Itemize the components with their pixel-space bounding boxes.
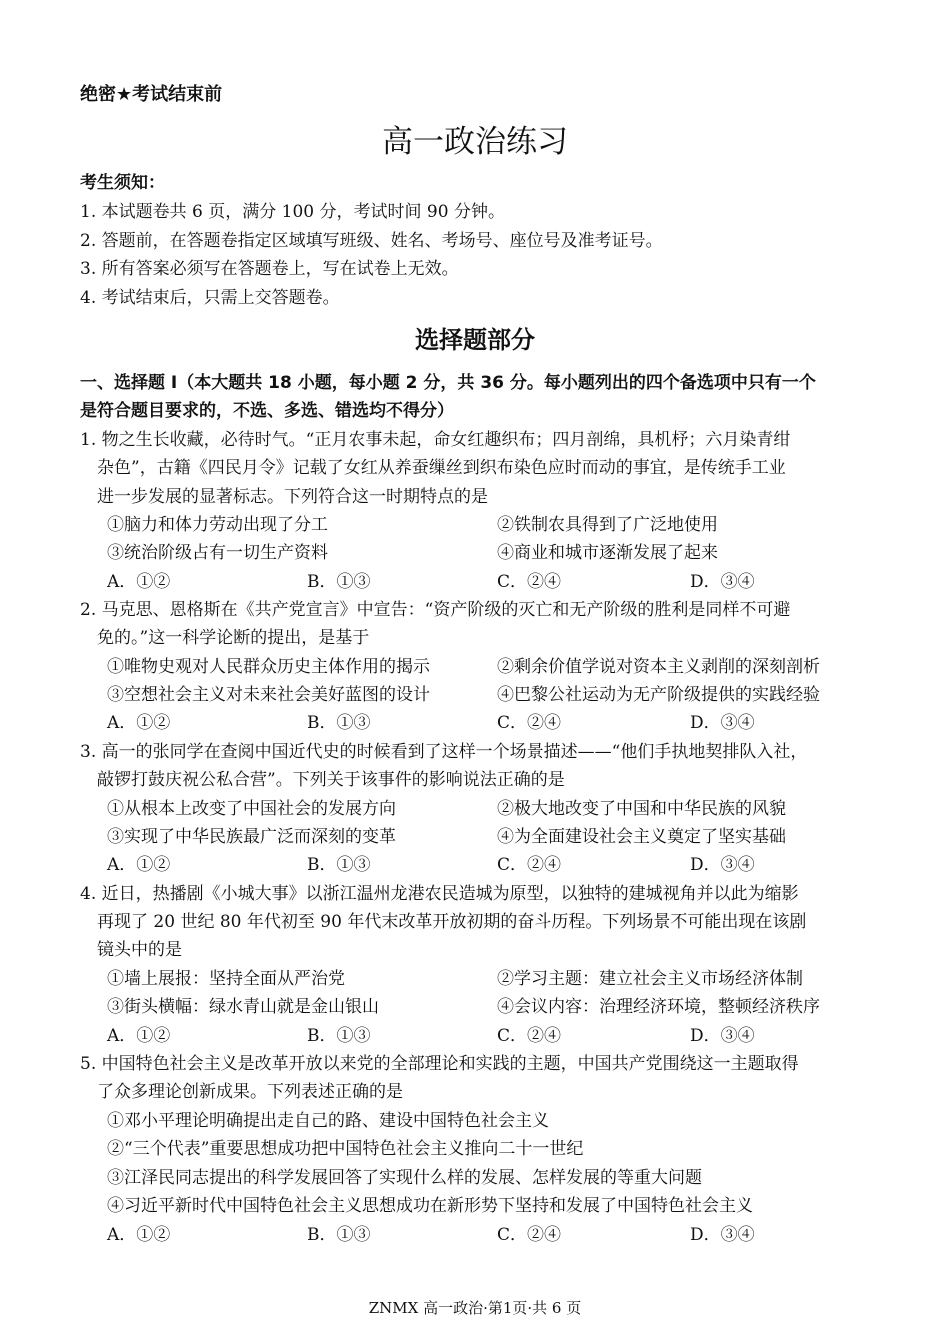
answer-choice-b: B．①③ [307, 572, 371, 592]
question-stem-line: 进一步发展的显著标志。下列符合这一时期特点的是 [97, 487, 488, 507]
notice-item: 1. 本试题卷共 6 页，满分 100 分，考试时间 90 分钟。 [80, 202, 505, 222]
notice-item: 3. 所有答案必须写在答题卷上，写在试卷上无效。 [80, 259, 459, 279]
answer-choice-c: C．②④ [497, 1026, 562, 1046]
notice-item: 4. 考试结束后，只需上交答题卷。 [80, 288, 340, 308]
page-footer: ZNMX 高一政治·第1页·共 6 页 [368, 1299, 582, 1317]
question-stem-line: 5. 中国特色社会主义是改革开放以来党的全部理论和实践的主题，中国共产党围绕这一主题取得 [80, 1054, 799, 1074]
statement-option: ①从根本上改变了中国社会的发展方向 [107, 799, 396, 819]
answer-choice-d: D．③④ [690, 572, 755, 592]
question-stem-line: 杂色”，古籍《四民月令》记载了女红从养蚕缫丝到织布染色应时而动的事宜，是传统手工业 [97, 458, 786, 478]
part-heading-line: 是符合题目要求的，不选、多选、错选均不得分） [80, 401, 454, 421]
answer-choice-d: D．③④ [690, 713, 755, 733]
statement-option: ③江泽民同志提出的科学发展回答了实现什么样的发展、怎样发展的等重大问题 [107, 1168, 702, 1188]
answer-choice-c: C．②④ [497, 1225, 562, 1245]
part-heading-line: 一、选择题 I（本大题共 18 小题，每小题 2 分，共 36 分。每小题列出的四个备选项中只有一个 [80, 373, 816, 393]
secret-mark: 绝密★考试结束前 [80, 84, 223, 105]
question-stem-line: 再现了 20 世纪 80 年代初至 90 年代末改革开放初期的奋斗历程。下列场景不可能出现在该剧 [97, 912, 807, 932]
statement-option: ④巴黎公社运动为无产阶级提供的实践经验 [497, 685, 820, 705]
answer-choice-d: D．③④ [690, 1026, 755, 1046]
statement-option: ④会议内容：治理经济环境，整顿经济秩序 [497, 997, 820, 1017]
question-stem-line: 镜头中的是 [97, 940, 182, 960]
statement-option: ①唯物史观对人民群众历史主体作用的揭示 [107, 657, 430, 677]
answer-choice-d: D．③④ [690, 1225, 755, 1245]
notice-item: 2. 答题前，在答题卷指定区域填写班级、姓名、考场号、座位号及准考证号。 [80, 231, 663, 251]
statement-option: ④为全面建设社会主义奠定了坚实基础 [497, 827, 786, 847]
answer-choice-b: B．①③ [307, 713, 371, 733]
statement-option: ②学习主题：建立社会主义市场经济体制 [497, 969, 803, 989]
statement-option: ②剩余价值学说对资本主义剥削的深刻剖析 [497, 657, 820, 677]
statement-option: ②极大地改变了中国和中华民族的风貌 [497, 799, 786, 819]
answer-choice-a: A．①② [107, 713, 171, 733]
statement-option: ①脑力和体力劳动出现了分工 [107, 515, 328, 535]
statement-option: ④商业和城市逐渐发展了起来 [497, 543, 718, 563]
question-stem-line: 3. 高一的张同学在查阅中国近代史的时候看到了这样一个场景描述——“他们手执地契排队入社， [80, 742, 808, 762]
answer-choice-b: B．①③ [307, 855, 371, 875]
section-title: 选择题部分 [415, 326, 535, 354]
statement-option: ②铁制农具得到了广泛地使用 [497, 515, 718, 535]
question-stem-line: 免的。”这一科学论断的提出，是基于 [97, 628, 370, 648]
question-stem-line: 1. 物之生长收藏，必待时气。“正月农事未起，命女红趣织布；四月剖绵，具机杼；六月染青绀 [80, 430, 791, 450]
answer-choice-c: C．②④ [497, 572, 562, 592]
page-title: 高一政治练习 [382, 124, 568, 160]
answer-choice-a: A．①② [107, 1225, 171, 1245]
statement-option: ③街头横幅：绿水青山就是金山银山 [107, 997, 379, 1017]
notice-heading: 考生须知： [80, 173, 165, 193]
statement-option: ③空想社会主义对未来社会美好蓝图的设计 [107, 685, 430, 705]
answer-choice-d: D．③④ [690, 855, 755, 875]
answer-choice-c: C．②④ [497, 855, 562, 875]
statement-option: ①邓小平理论明确提出走自己的路、建设中国特色社会主义 [107, 1111, 549, 1131]
question-stem-line: 敲锣打鼓庆祝公私合营”。下列关于该事件的影响说法正确的是 [97, 770, 565, 790]
answer-choice-a: A．①② [107, 855, 171, 875]
statement-option: ②“三个代表”重要思想成功把中国特色社会主义推向二十一世纪 [107, 1139, 584, 1159]
question-stem-line: 2. 马克思、恩格斯在《共产党宣言》中宣告：“资产阶级的灭亡和无产阶级的胜利是同样不可避 [80, 600, 791, 620]
question-stem-line: 4. 近日，热播剧《小城大事》以浙江温州龙港农民造城为原型，以独特的建城视角并以此为缩影 [80, 884, 799, 904]
answer-choice-b: B．①③ [307, 1225, 371, 1245]
statement-option: ③统治阶级占有一切生产资料 [107, 543, 328, 563]
answer-choice-c: C．②④ [497, 713, 562, 733]
answer-choice-b: B．①③ [307, 1026, 371, 1046]
statement-option: ①墙上展报：坚持全面从严治党 [107, 969, 345, 989]
statement-option: ③实现了中华民族最广泛而深刻的变革 [107, 827, 396, 847]
answer-choice-a: A．①② [107, 572, 171, 592]
answer-choice-a: A．①② [107, 1026, 171, 1046]
question-stem-line: 了众多理论创新成果。下列表述正确的是 [97, 1082, 403, 1102]
statement-option: ④习近平新时代中国特色社会主义思想成功在新形势下坚持和发展了中国特色社会主义 [107, 1196, 753, 1216]
